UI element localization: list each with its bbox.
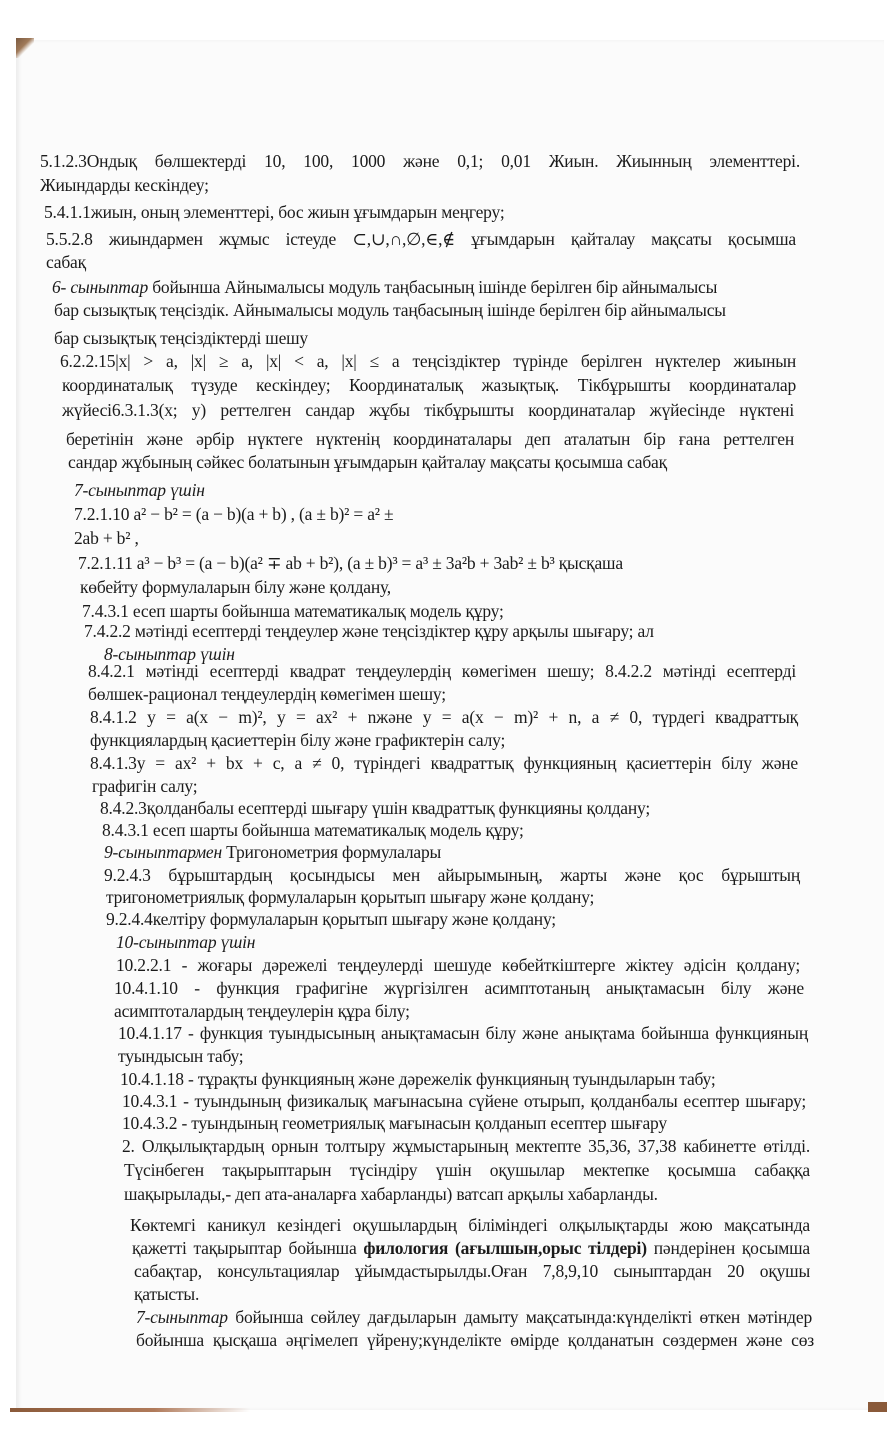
text-line (130, 1214, 810, 1236)
text-line (106, 908, 556, 930)
text-line (90, 752, 798, 774)
text-line (100, 797, 650, 819)
text-line (114, 977, 804, 999)
text-line (66, 428, 794, 450)
text-line (84, 620, 654, 642)
text-line (62, 374, 796, 396)
line-text: бар сызықтық теңсіздік. Айнымалысы модуль таңбасының ішінде берілген бір айнымалысы (54, 300, 726, 320)
text-line (102, 819, 524, 841)
line-text: графигін салу; (92, 776, 198, 796)
line-text: Көктемгі каникул кезіндегі оқушылардың біліміндегі олқылықтарды жою мақсатында (130, 1215, 810, 1235)
line-text: қажетті тақырыптар бойынша (132, 1238, 364, 1258)
line-text: тригонометриялық формулаларын қорытып шығару және қолдану; (106, 887, 595, 907)
text-line (120, 1068, 716, 1090)
line-text: 7.4.3.1 есеп шарты бойынша математикалық модель құру; (82, 601, 504, 621)
line-text: бойынша сөйлеу дағдыларын дамыту мақсатында:күнделікті өткен мәтіндер (227, 1307, 812, 1327)
line-text: бойынша қысқаша әңгімелеп үйрену;күнделікте өмірде қолданатын сөздермен және сөз (136, 1330, 814, 1350)
grade-heading: 9-сыныптармен (104, 842, 222, 862)
line-text: туындысын табу; (118, 1046, 244, 1066)
text-line (82, 600, 504, 622)
line-text: 7.2.1.11 a³ − b³ = (a − b)(a² ∓ ab + b²), (a ± b)³ = a³ ± 3a²b + 3ab² ± b³ қысқаша (78, 553, 623, 573)
line-text: шақырылады,- деп ата-аналарға хабарланды) ватсап арқылы хабарланды. (124, 1184, 658, 1204)
text-line (136, 1329, 814, 1351)
line-text: 10.4.1.18 - тұрақты функцияның және дәрежелік функцияның туындыларын табу; (120, 1069, 716, 1089)
bold-subject: филология (ағылшын,орыс тілдері) (363, 1238, 647, 1258)
line-text: 8.4.2.1 мәтінді есептерді квадрат теңдеулердің көмегімен шешу; 8.4.2.2 мәтінді есептерді (88, 661, 796, 681)
text-line (122, 1112, 667, 1134)
text-line (46, 251, 86, 273)
line-text: беретінін және әрбір нүктеге нүктенің координаталары деп аталатын бір ғана реттелген (66, 429, 794, 449)
text-line (40, 174, 209, 196)
line-text: Жиындарды кескіндеу; (40, 175, 209, 195)
line-text: Түсінбеген тақырыптарын түсіндіру үшін оқушылар мектепке қосымша сабаққа (124, 1160, 810, 1180)
line-text: сабақ (46, 252, 86, 272)
text-line (90, 706, 798, 728)
text-line (60, 350, 796, 372)
line-text: көбейту формулаларын білу және қолдану, (80, 577, 391, 597)
line-text: 10.4.1.17 - функция туындысының анықтамасын білу және анықтама бойынша функцияның (118, 1023, 808, 1043)
line-text: 10.4.3.2 - туындының геометриялық мағынасын қолданып есептер шығару (122, 1113, 667, 1133)
line-text-tail: пәндерінен қосымша (646, 1238, 811, 1258)
text-line (122, 1135, 810, 1157)
page-corner-shadow (16, 38, 34, 58)
text-line (88, 683, 446, 705)
text-line (80, 576, 391, 598)
line-text: сабақтар, консультациялар ұйымдастырылды.Оған 7,8,9,10 сыныптардан 20 оқушы (134, 1261, 810, 1281)
line-text: жүйесі6.3.1.3(x; y) реттелген сандар жұбы тікбұрышты координаталар жүйесінде нүктені (62, 400, 794, 420)
line-text: асимптоталардың теңдеулерін құра білу; (114, 1001, 410, 1021)
line-text: координаталық түзуде кескіндеу; Координаталық жазықтық. Тікбұрышты координаталар (62, 375, 796, 395)
page-edge-shadow (10, 1408, 250, 1412)
grade-heading: 6- сыныптар (52, 277, 149, 297)
text-line (88, 660, 796, 682)
line-text: 10.4.3.1 - туындының физикалық мағынасына сүйене отырып, қолданбалы есептер шығару; (122, 1091, 806, 1111)
line-text: бөлшек-рационал теңдеулердің көмегімен шешу; (88, 684, 446, 704)
line-text: 5.4.1.1жиын, оның элементтері, бос жиын ұғымдарын меңгеру; (44, 202, 505, 222)
text-line (54, 299, 726, 321)
text-line (44, 201, 504, 223)
line-text: 7.2.1.10 a² − b² = (a − b)(a + b) , (a ± b)² = a² ± (74, 504, 394, 524)
text-line (46, 228, 796, 250)
text-line (54, 327, 308, 349)
text-line (104, 864, 800, 886)
text-line (134, 1283, 199, 1305)
line-text: функциялардың қасиеттерін білу және графиктерін салу; (90, 730, 506, 750)
line-text: 5.5.2.8 жиындармен жұмыс істеуде ⊂,∪,∩,∅,∈,∉ ұғымдарын қайталау мақсаты қосымша (46, 229, 796, 249)
line-text: 2. Олқылықтардың орнын толтыру жұмыстарының мектепте 35,36, 37,38 кабинетте өтілді. (122, 1136, 810, 1156)
text-line (78, 552, 623, 574)
text-line (116, 931, 255, 953)
grade-heading: 7-сыныптар үшін (74, 480, 205, 500)
line-text: Тригонометрия формулалары (221, 842, 442, 862)
line-text: бар сызықтық теңсіздіктерді шешу (54, 328, 308, 348)
text-line (62, 399, 794, 421)
line-text: 8.4.3.1 есеп шарты бойынша математикалық модель құру; (102, 820, 524, 840)
grade-heading: 7-сыныптар (136, 1307, 228, 1327)
text-line (74, 503, 393, 525)
text-line (52, 276, 796, 298)
line-text: 9.2.4.3 бұрыштардың қосындысы мен айырымының, жарты және қос бұрыштың (104, 865, 800, 885)
grade-heading: 10-сыныптар үшін (116, 932, 256, 952)
text-line (116, 954, 800, 976)
line-text: 8.4.1.3y = ax² + bx + c, a ≠ 0, түріндегі квадраттық функцияның қасиеттерін білу және (90, 753, 798, 773)
line-text: 8.4.2.3қолданбалы есептерді шығару үшін квадраттық функцияны қолдану; (100, 798, 651, 818)
text-line (136, 1306, 812, 1328)
line-text: бойынша Айнымалысы модуль таңбасының ішінде берілген бір айнымалысы (148, 277, 718, 297)
line-text: 2ab + b² , (74, 528, 139, 548)
text-line (124, 1183, 658, 1205)
line-text: 10.4.1.10 - функция графигіне жүргізілген асимптотаның анықтамасын білу және (114, 978, 804, 998)
text-line (68, 451, 667, 473)
line-text: 6.2.2.15|x| > a, |x| ≥ a, |x| < a, |x| ≤ a теңсіздіктер түрінде берілген нүктелер жиынын (60, 351, 796, 371)
text-line (74, 479, 205, 501)
text-line (134, 1260, 810, 1282)
text-line (104, 841, 441, 863)
text-line (122, 1090, 806, 1112)
text-line (124, 1159, 810, 1181)
text-line (118, 1045, 243, 1067)
text-line (92, 775, 197, 797)
page-edge-shadow (868, 1402, 887, 1412)
line-text: қатысты. (134, 1284, 200, 1304)
text-line (40, 150, 800, 172)
text-line (90, 729, 505, 751)
line-text: 10.2.2.1 - жоғары дәрежелі теңдеулерді шешуде көбейткіштерге жіктеу әдісін қолдану; (116, 955, 800, 975)
grade-heading: 8-сыныптар үшін (104, 644, 235, 664)
line-text: сандар жұбының сәйкес болатынын ұғымдарын қайталау мақсаты қосымша сабақ (68, 452, 667, 472)
line-text: 8.4.1.2 y = a(x − m)², y = ax² + nжәне y = a(x − m)² + n, a ≠ 0, түрдегі квадраттық (90, 707, 798, 727)
line-text: 7.4.2.2 мәтінді есептерді теңдеулер және теңсіздіктер құру арқылы шығару; ал (84, 621, 654, 641)
text-line (106, 886, 594, 908)
line-text: 9.2.4.4келтіру формулаларын қорытып шығару және қолдану; (106, 909, 556, 929)
line-text: 5.1.2.3Ондық бөлшектерді 10, 100, 1000 және 0,1; 0,01 Жиын. Жиынның элементтері. (40, 151, 800, 171)
text-line (132, 1237, 810, 1259)
text-line (114, 1000, 410, 1022)
text-line (74, 527, 139, 549)
text-line (118, 1022, 808, 1044)
